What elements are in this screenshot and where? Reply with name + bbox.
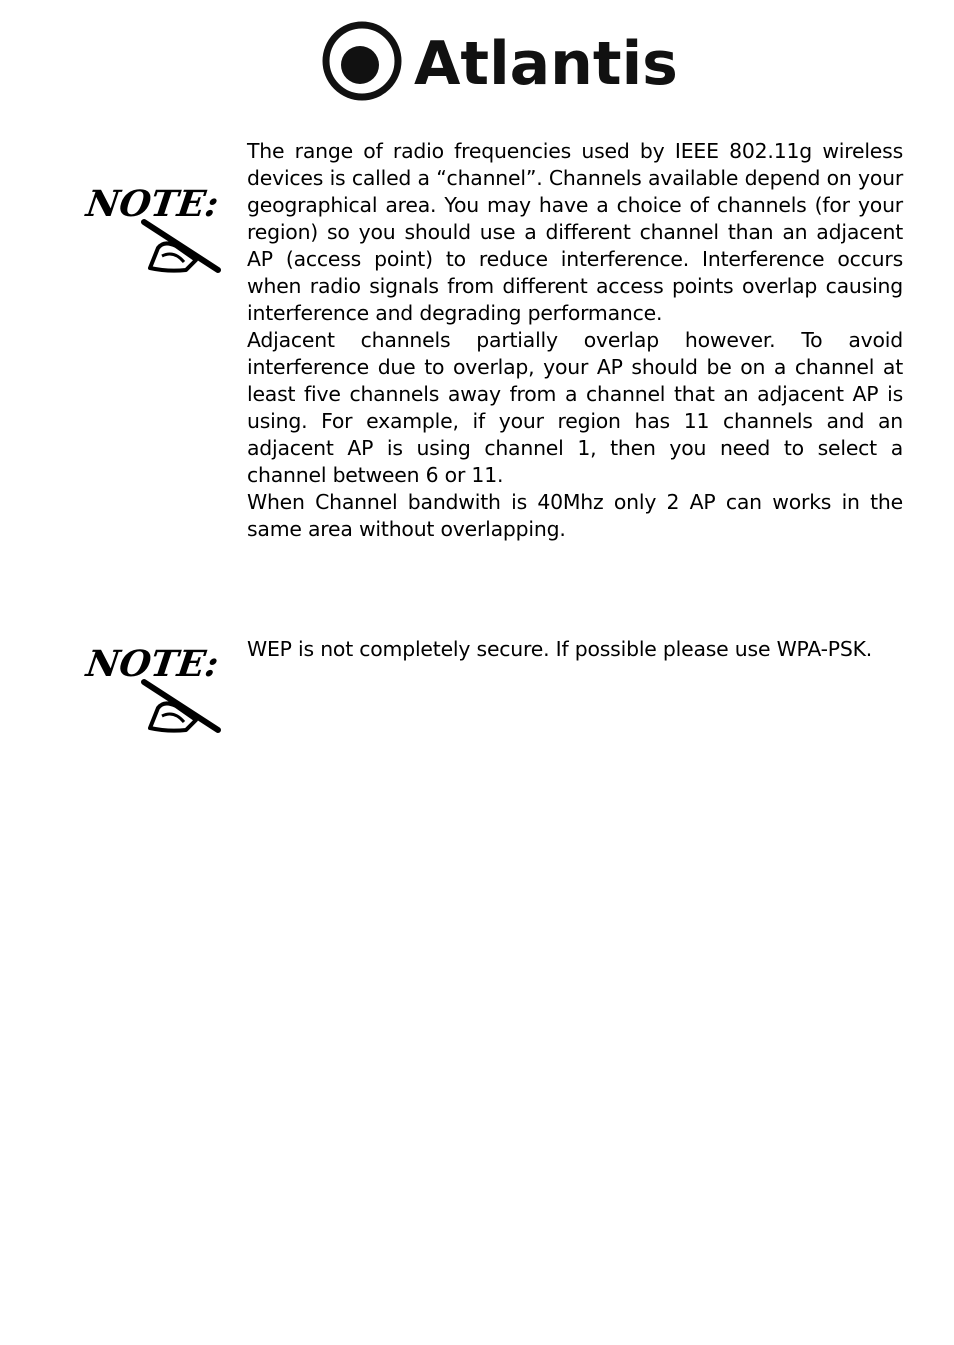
logo-wordmark: Atlantis [414,29,678,99]
atlantis-logo [322,20,678,102]
note-paragraph-1: WEP is not completely secure. If possible please use WPA-PSK. [247,637,873,661]
note-paragraph-2: Adjacent channels partially overlap however. To avoid interference due to overlap, your AP should be on a channel at least five channels away from a channel that an adjacent AP is using. For example, if your region has 11 channels and an adjacent AP is using channel 1, then you need to select a channel between 6 or 11. [247,328,903,487]
note-pen-icon [83,166,228,276]
note-text [247,636,903,663]
note-icon-label: NOTE: [83,182,222,225]
note-paragraph-3: When Channel bandwith is 40Mhz only 2 AP can works in the same area without overlapping. [247,490,903,541]
note-pen-icon [83,626,228,736]
atlantis-circle-logo-icon [322,20,678,102]
note-paragraph-1: The range of radio frequencies used by IEEE 802.11g wireless devices is called a “channel”. Channels available depend on your geographical area. You may have a choice of channels (for your region) so you should use a different channel than an adjacent AP (access point) to reduce interference. Interference occurs when radio signals from different access points overlap causing interference and degrading performance. [247,139,903,325]
note-text [247,138,903,543]
note-icon-label: NOTE: [83,642,222,685]
